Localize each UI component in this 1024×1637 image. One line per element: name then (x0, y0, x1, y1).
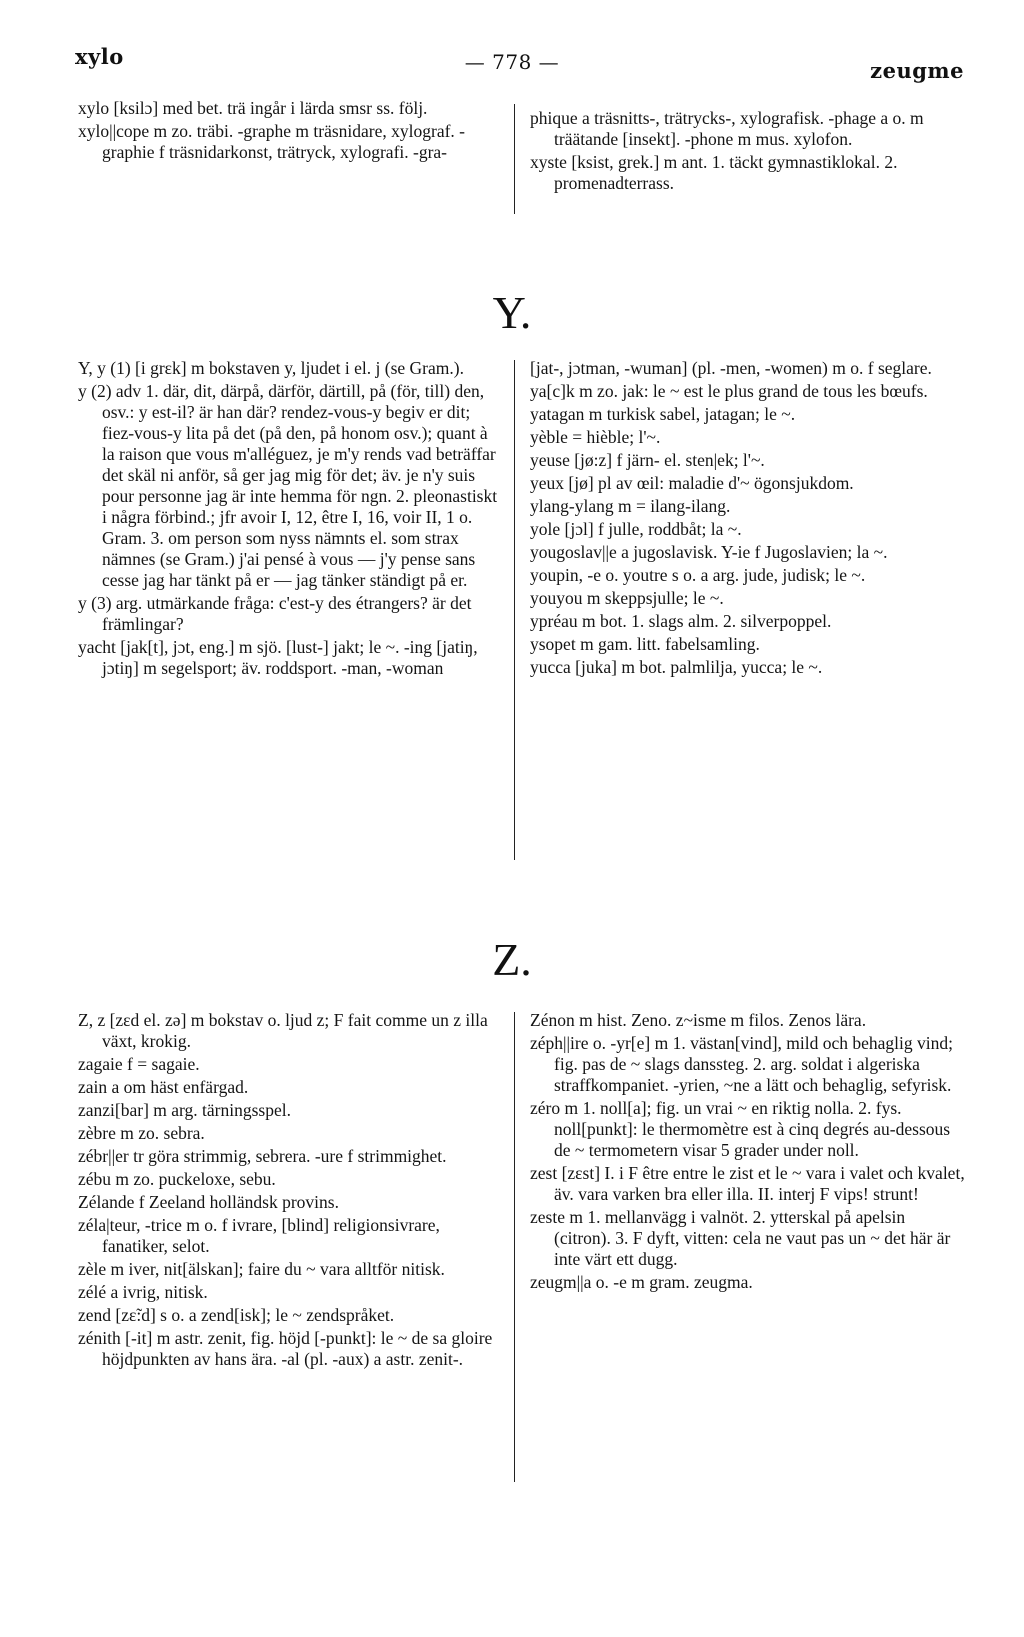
column-divider (514, 104, 515, 214)
dictionary-entry: zèle m iver, nit[älskan]; faire du ~ vara alltför nitisk. (78, 1259, 445, 1279)
dictionary-entry: phique a träsnitts-, trätrycks-, xylografisk. -phage a o. m träätande [insekt]. -phone m mus. xylofon. (530, 108, 924, 149)
page-number: — 778 — (464, 50, 560, 74)
dictionary-entry: Zénon m hist. Zeno. z~isme m filos. Zenos lära. (530, 1010, 867, 1030)
dictionary-entry: zanzi[bar] m arg. tärningsspel. (78, 1100, 291, 1120)
x-section-right-column (530, 108, 965, 223)
dictionary-entry: ysopet m gam. litt. fabelsamling. (530, 634, 760, 654)
dictionary-entry: y (2) adv 1. där, dit, därpå, därför, därtill, på (för, till) den, osv.: y est-il? är han där? rendez-vous-y begiv er dit; fiez-vous-y lita på det (på den, på honom osv.); quant à la raison que vous m'alléguez, je m'y rends vad beträffar det skäl ni anför, så ger jag mig för det; äv. je n'y suis pour personne jag är inte hemma för ngn. 2. pleonastiskt i några förbind.; jfr avoir I, 12, être I, 16, voir II, 1 o. Gram. 3. om person som nyss nämnts el. som strax nämnes (se Gram.) j'ai pensé à vous — j'y pense sans cesse jag har tänkt på er — jag tänker ständigt på er. (78, 381, 498, 590)
dictionary-entry: [jat-, jɔtman, -wuman] (pl. -men, -women) m o. f seglare. (530, 358, 932, 378)
dictionary-entry: zest [zɛst] I. i F être entre le zist et le ~ vara i valet och kvalet, äv. vara varken bra eller illa. II. interj F vips! strunt! (530, 1163, 965, 1204)
dictionary-entry: zébr||er tr göra strimmig, sebrera. -ure f strimmighet. (78, 1146, 447, 1166)
dictionary-entry: youyou m skeppsjulle; le ~. (530, 588, 724, 608)
dictionary-entry: yatagan m turkisk sabel, jatagan; le ~. (530, 404, 796, 424)
dictionary-entry: zénith [-it] m astr. zenit, fig. höjd [-punkt]: le ~ de sa gloire höjdpunkten av hans ära. -al (pl. -aux) a astr. zenit-. (78, 1328, 493, 1369)
dictionary-entry: Z, z [zɛd el. zə] m bokstav o. ljud z; F fait comme un z illa växt, krokig. (78, 1010, 488, 1051)
dictionary-entry: yeux [jø] pl av œil: maladie d'~ ögonsjukdom. (530, 473, 854, 493)
y-section-right-column (530, 358, 965, 868)
dictionary-entry: ylang-ylang m = ilang-ilang. (530, 496, 731, 516)
y-section-left-column (78, 358, 498, 868)
z-section-right-column (530, 1010, 965, 1505)
z-section-left-column (78, 1010, 498, 1495)
dictionary-entry: y (3) arg. utmärkande fråga: c'est-y des étrangers? är det främlingar? (78, 593, 472, 634)
dictionary-entry: zagaie f = sagaie. (78, 1054, 200, 1074)
dictionary-entry: zéla|teur, -trice m o. f ivrare, [blind] religionsivrare, fanatiker, selot. (78, 1215, 440, 1256)
dictionary-entry: zeugm||a o. -e m gram. zeugma. (530, 1272, 753, 1292)
dictionary-entry: xylo [ksilɔ] med bet. trä ingår i lärda smsr ss. följ. (78, 98, 428, 118)
dictionary-entry: zeste m 1. mellanvägg i valnöt. 2. ytterskal på apelsin (citron). 3. F dyft, vitten: cela ne vaut pas un ~ det här är inte värt ett dugg. (530, 1207, 951, 1269)
dictionary-entry: zèbre m zo. sebra. (78, 1123, 205, 1143)
dictionary-entry: yucca [juka] m bot. palmlilja, yucca; le ~. (530, 657, 823, 677)
x-section-left-column (78, 98, 498, 218)
dictionary-entry: Zélande f Zeeland holländsk provins. (78, 1192, 339, 1212)
dictionary-entry: yacht [jak[t], jɔt, eng.] m sjö. [lust-] jakt; le ~. -ing [jatiŋ, jɔtiŋ] m segelsport; äv. roddsport. -man, -woman (78, 637, 478, 678)
dictionary-entry: zend [zɛ̃:d] s o. a zend[isk]; le ~ zendspråket. (78, 1305, 395, 1325)
section-letter-z: Z. (492, 934, 532, 985)
dictionary-entry: zain a om häst enfärgad. (78, 1077, 249, 1097)
dictionary-entry: yole [jɔl] f julle, roddbåt; la ~. (530, 519, 742, 539)
section-letter-y: Y. (492, 287, 532, 338)
dictionary-entry: zéro m 1. noll[a]; fig. un vrai ~ en riktig nolla. 2. fys. noll[punkt]: le thermomètre est à cinq degrés au-dessous de ~ termometern visar 5 grader under noll. (530, 1098, 951, 1160)
running-head-right: zeugme (870, 58, 964, 83)
dictionary-entry: yèble = hièble; l'~. (530, 427, 661, 447)
dictionary-entry: ya[c]k m zo. jak: le ~ est le plus grand de tous les bœufs. (530, 381, 928, 401)
dictionary-entry: zéph||ire o. -yr[e] m 1. västan[vind], mild och behaglig vind; fig. pas de ~ slags danssteg. 2. arg. soldat i algeriska straffkompaniet. -yrien, ~ne a lätt och behaglig, sefyrisk. (530, 1033, 953, 1095)
column-divider (514, 360, 515, 860)
column-divider (514, 1012, 515, 1482)
dictionary-entry: xyste [ksist, grek.] m ant. 1. täckt gymnastiklokal. 2. promenadterrass. (530, 152, 898, 193)
dictionary-entry: Y, y (1) [i grɛk] m bokstaven y, ljudet i el. j (se Gram.). (78, 358, 464, 378)
dictionary-entry: xylo||cope m zo. träbi. -graphe m träsnidare, xylograf. -graphie f träsnidarkonst, trätryck, xylografi. -gra- (78, 121, 466, 162)
dictionary-entry: zébu m zo. puckeloxe, sebu. (78, 1169, 276, 1189)
dictionary-entry: youpin, -e o. youtre s o. a arg. jude, judisk; le ~. (530, 565, 866, 585)
dictionary-entry: zélé a ivrig, nitisk. (78, 1282, 208, 1302)
running-head-left: xylo (75, 44, 124, 69)
dictionary-entry: yeuse [jø:z] f järn- el. sten|ek; l'~. (530, 450, 765, 470)
dictionary-entry: ypréau m bot. 1. slags alm. 2. silverpoppel. (530, 611, 832, 631)
dictionary-entry: yougoslav||e a jugoslavisk. Y-ie f Jugoslavien; la ~. (530, 542, 888, 562)
